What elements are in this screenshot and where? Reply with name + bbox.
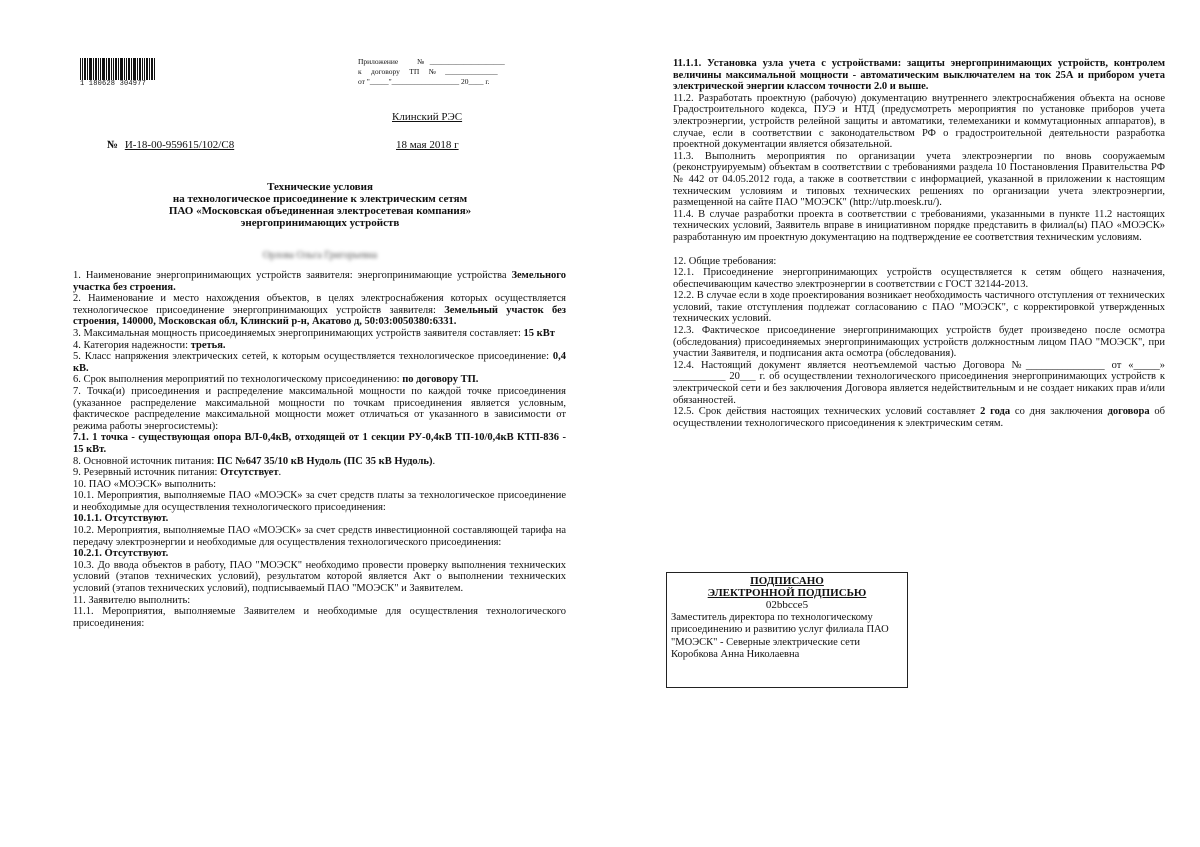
- item-10-1-1: 10.1.1. Отсутствуют.: [73, 513, 169, 525]
- title-line-1: Технические условия: [267, 181, 373, 193]
- item-12: 12. Общие требования:: [673, 255, 777, 267]
- item-6: 6. Срок выполнения мероприятий по технологическому присоединению: по договору ТП.: [73, 374, 479, 386]
- item-1: 1. Наименование энергопринимающих устройств заявителя: энергопринимающие устройства Земельного участка без строения.: [73, 270, 566, 293]
- signature-heading-2: ЭЛЕКТРОННОЙ ПОДПИСЬЮ: [707, 587, 867, 599]
- branch-name: Клинский РЭС: [392, 111, 463, 123]
- signatory-position: Заместитель директора по технологическому присоединению и развитию услуг филиала ПАО "МОЭСК" - Северные электрические сети: [671, 612, 889, 648]
- item-12-1: 12.1. Присоединение энергопринимающих устройств осуществляется к сетям общего назначения, обеспечивающим качество электроэнергии в соответствии с ГОСТ 32144-2013.: [673, 267, 1165, 290]
- item-12-3: 12.3. Фактическое присоединение энергопринимающих устройств будет произведено после осмотра (обследования) присоединяемых энергопринимающих устройств должностным лицом ПАО "МОЭСК", при участии Заявителя, и подписания акта осмотра (обследования).: [673, 325, 1165, 360]
- item-3: 3. Максимальная мощность присоединяемых энергопринимающих устройств заявителя составляет: 15 кВт: [73, 327, 555, 339]
- title-line-3: ПАО «Московская объединенная электросетевая компания»: [168, 205, 472, 217]
- appendix-line-1: Приложение № ____________________: [358, 57, 505, 66]
- document-date: 18 мая 2018 г: [396, 139, 459, 151]
- title-line-2: на технологическое присоединение к электрическим сетям: [172, 193, 468, 205]
- item-12-5: 12.5. Срок действия настоящих технических условий составляет 2 года со дня заключения договора об осуществлении технологического присоединения к электрическим сетям.: [673, 406, 1166, 429]
- item-7-1: 7.1. 1 точка - существующая опора ВЛ-0,4кВ, отходящей от 1 секции РУ-0,4кВ ТП-10/0,4кВ КТП-836 - 15 кВт.: [73, 432, 566, 455]
- appendix-line-2: к договору ТП № ______________: [358, 67, 498, 76]
- item-11-3: 11.3. Выполнить мероприятия по организации учета электроэнергии по вновь сооружаемым (реконструируемым) объектам в соответствии с требованиями раздела 10 Постановления Правительства РФ № 442 от 04.05.2012 года, а также в соответствии с информацией, указанной в приложении к настоящим техническим условиям и типовых технических решениях по организации учета электроэнергии, размещенной на сайте ПАО "МОЭСК" (http://utp.moesk.ru/).: [673, 150, 1165, 209]
- barcode: [80, 58, 156, 80]
- right-column: [673, 58, 1165, 429]
- number-value: И-18-00-959615/102/С8: [124, 139, 235, 151]
- item-11-1-1: 11.1.1. Установка узла учета с устройствами: защиты энергопринимающих устройств, контролем величины максимальной мощности - автоматическим выключателем на ток 25А и прибором учета электрической энергии классом точности 2.0 и выше.: [673, 58, 1165, 93]
- appendix-line-3: от "_____"__________________ 20____ г.: [358, 77, 490, 86]
- title-line-4: энергопринимающих устройств: [240, 217, 400, 229]
- item-8: 8. Основной источник питания: ПС №647 35/10 кВ Нудоль (ПС 35 кВ Нудоль).: [73, 455, 436, 467]
- barcode-digits: 1 180628 304977: [80, 80, 147, 88]
- signature-code: 02bbcce5: [765, 599, 809, 611]
- item-7: 7. Точка(и) присоединения и распределение максимальной мощности по каждой точке присоединения (указанное распределение максимальной мощности по точкам присоединения является условным, фактическое распределение максимальной мощности может отличаться от указанного в зависимости от режима работы энергосистемы):: [73, 385, 566, 432]
- item-10-3: 10.3. До ввода объектов в работу, ПАО "МОЭСК" необходимо провести проверку выполнения технических условий (этапов технических условий), результатом которой является Акт о выполнении технических условий (этапов технических условий), подписываемый ПАО "МОЭСК" и Заявителем.: [73, 559, 566, 595]
- item-2: 2. Наименование и место нахождения объектов, в целях электроснабжения которых осуществляется технологическое присоединение энергопринимающих устройств заявителя: Земельный участок без строения, 140000, Московская обл, Клинский р-н, Акатово д, 50:03:0050380:6331.: [73, 293, 566, 328]
- item-4: 4. Категория надежности: третья.: [73, 339, 226, 351]
- item-9: 9. Резервный источник питания: Отсутствует.: [73, 467, 282, 479]
- item-11-4: 11.4. В случае разработки проекта в соответствии с требованиями, указанными в пункте 11.2 настоящих технических условий, Заявитель вправе в инициативном порядке представить в филиал(ы) ПАО «МОЭСК» разработанную им проектную документацию на подтверждение ее соответствия техническим условиям.: [673, 208, 1165, 243]
- appendix-reference: [358, 57, 573, 87]
- signatory-name: Коробкова Анна Николаевна: [671, 649, 800, 661]
- item-12-2: 12.2. В случае если в ходе проектирования возникает необходимость частичного отступления от технических условий, такие отступления подлежат согласованию с ПАО "МОЭСК", с корректировкой утвержденных технических условий.: [673, 290, 1165, 325]
- item-10-2-1: 10.2.1. Отсутствуют.: [73, 548, 169, 560]
- document-title: [150, 181, 490, 229]
- item-11-2: 11.2. Разработать проектную (рабочую) документацию внутреннего электроснабжения объекта на основе Градостроительного кодекса, ПУЭ и НТД (предусмотреть мероприятия по установке приборов учета электроэнергии, устройств релейной защиты и автоматики, телемеханики и коммутационных аппаратов), в случае, если в соответствии с законодательством РФ о градостроительной деятельности разработка проектной документации является обязательной.: [673, 92, 1165, 151]
- applicant-name-blurred: Орлова Ольга Григорьевна: [262, 250, 378, 261]
- item-12-4: 12.4. Настоящий документ является неотъемлемой частью Договора №_______________ от «_____» __________ 20___ г. об осуществлении технологического присоединения энергопринимающих устройств к электрической сети и без заключения Договора является недействительным и не создает никаких прав и/или обязанностей.: [673, 359, 1165, 406]
- signature-heading-1: ПОДПИСАНО: [750, 575, 824, 587]
- item-5: 5. Класс напряжения электрических сетей, к которым осуществляется технологическое присоединение: 0,4 кВ.: [73, 351, 566, 374]
- number-sign: №: [107, 139, 119, 151]
- left-column: [73, 270, 566, 629]
- item-11: 11. Заявителю выполнить:: [73, 594, 191, 606]
- item-10: 10. ПАО «МОЭСК» выполнить:: [73, 478, 217, 490]
- item-11-1: 11.1. Мероприятия, выполняемые Заявителем и необходимые для осуществления технологического присоединения:: [73, 606, 566, 629]
- item-10-2: 10.2. Мероприятия, выполняемые ПАО «МОЭСК» за счет средств инвестиционной составляющей тарифа на передачу электроэнергии и необходимые для осуществления технологического присоединения:: [73, 525, 566, 548]
- document-number: [107, 139, 234, 151]
- electronic-signature-box: [666, 572, 908, 688]
- item-10-1: 10.1. Мероприятия, выполняемые ПАО «МОЭСК» за счет средств платы за технологическое присоединение и необходимые для осуществления технологического присоединения:: [73, 490, 566, 513]
